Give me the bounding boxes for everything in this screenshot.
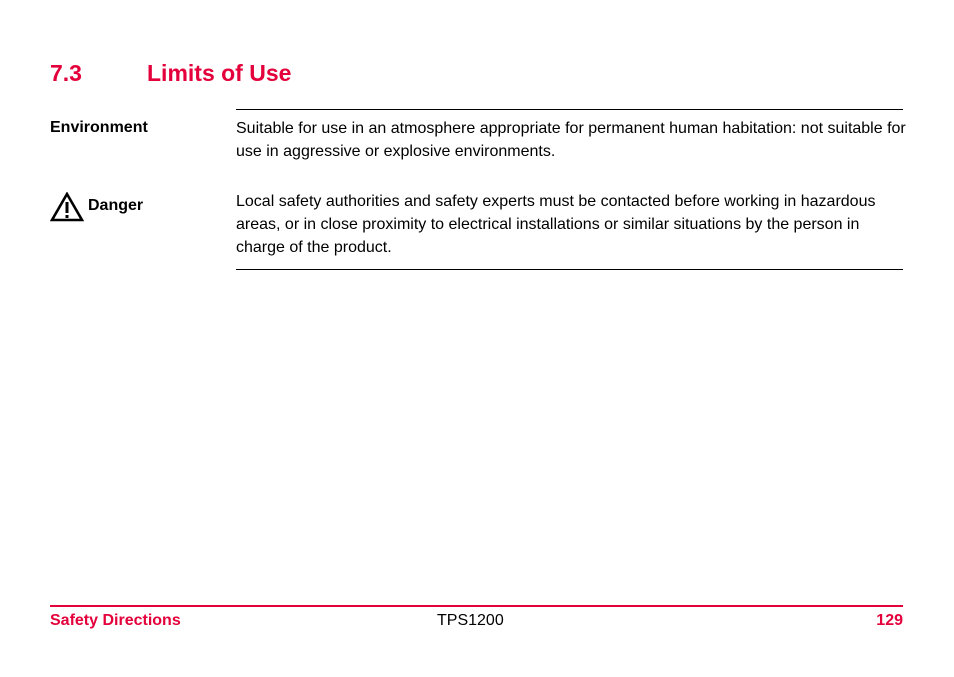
environment-text: Suitable for use in an atmosphere appropriate for permanent human habitation: not suitable for use in aggressive or explosive environments. (236, 120, 906, 160)
table-bottom-rule (236, 269, 903, 270)
footer-rule (50, 605, 903, 607)
danger-label-group (50, 190, 143, 222)
footer-page-number: 129 (876, 612, 903, 629)
section-title: Limits of Use (147, 60, 292, 86)
footer-product-name: TPS1200 (437, 612, 504, 629)
danger-label: Danger (88, 197, 144, 214)
section-heading (50, 58, 291, 88)
danger-text: Local safety authorities and safety experts must be contacted before working in hazardous areas, or in close proximity to electrical installations or similar situations by the person in charge of the product. (236, 193, 876, 256)
footer-chapter-title: Safety Directions (50, 612, 181, 629)
section-number: 7.3 (50, 60, 82, 86)
warning-triangle-icon (50, 192, 84, 222)
environment-label: Environment (50, 119, 148, 136)
table-top-rule (236, 109, 903, 110)
